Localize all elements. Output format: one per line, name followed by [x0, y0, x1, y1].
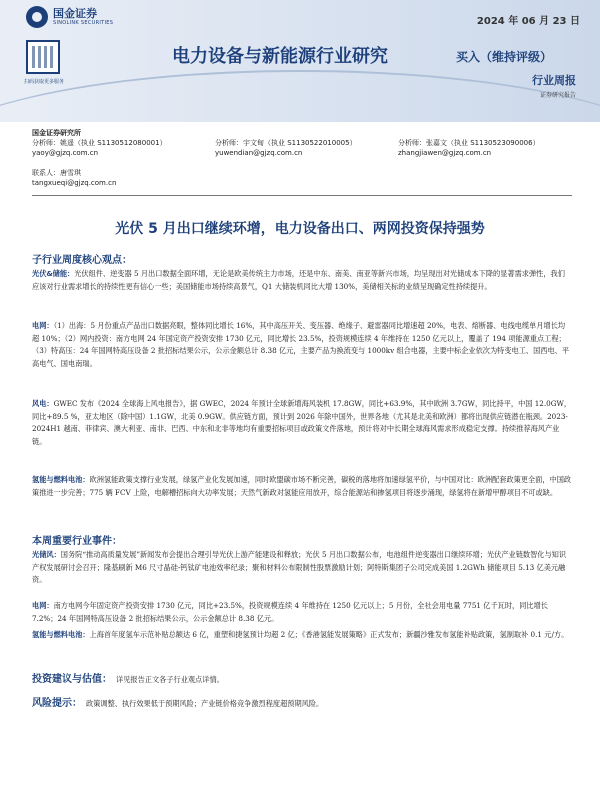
events-hydrogen-paragraph	[32, 629, 572, 642]
qr-code-icon	[26, 40, 60, 74]
investment-label: 投资建议与估值：	[32, 674, 112, 685]
investment-advice	[32, 670, 572, 685]
hydrogen-paragraph	[32, 474, 572, 499]
hydrogen-text: 欧洲氢能政策支撑行业发展，绿氢产业化发展加速，同时欧盟碳市场不断完善，碳税的落地将加速绿氢平价，与中国对比：欧洲配套政策更全面，中国政策推进一步完善；775 辆 FCV 上险，电解槽招标向大功率发展；天然气新政对氢能应用放开，综合能源站和掺氢项目将逐步涌现，绿氢将在新增甲醇项目不可或缺。	[32, 475, 572, 497]
report-subtype: 证券研究报告	[539, 92, 576, 99]
contact-line: 联系人：唐雪琪	[32, 169, 81, 177]
pv-text: 光伏组件、逆变器 5 月出口数据全面环增，无论是欧美传统主力市场，还是中东、南美、南亚等新兴市场，均呈现出对光储成本下降的显著需求弹性，我们应该对行业需求增长的持续性更有信心一些；美国储能市场持续高景气，Q1 大储装机同比大增 130%，美储相关标的业绩呈现确定性持续提升。	[32, 269, 565, 291]
events-hydrogen-label: 氢能与燃料电池：	[32, 630, 90, 639]
pv-label: 光伏&储能：	[32, 269, 75, 278]
divider	[32, 195, 572, 196]
logo-cn: 国金证券	[53, 7, 97, 20]
events-pv-text: 国务院“推动高质量发展”新闻发布会提出合理引导光伏上游产能建设和释放；光伏 5 月出口数据公布，电池组件逆变器出口继续环增；光伏产业链数智化与知识产权发展研讨会召开；隆基刷新 M6 尺寸晶硅-钙钛矿电池效率纪录；聚和材料公布限制性股票激励计划；阿特斯集团子公司完成美国 1.2GWh 储能项目 5.13 亿美元融资。	[32, 550, 567, 584]
grid-paragraph	[32, 320, 572, 370]
report-header	[0, 0, 600, 122]
investment-text: 详见报告正文各子行业观点详情。	[116, 675, 224, 684]
analyst-line: 分析师：宇文甸（执业 S1130522010005）	[215, 139, 357, 147]
events-hydrogen-text: 上海首年度氢车示范补贴总额达 6 亿，重塑和捷氢预计均超 2 亿；《香港氢能发展策略》正式发布；新疆沙雅发布氢能补贴政策，氢制取补 0.1 元/方。	[89, 630, 569, 639]
wind-text: GWEC 发布《2024 全球海上风电报告》，据 GWEC，2024 年预计全球新增海风装机 17.8GW，同比+63.9%，其中欧洲 3.7GW，同比持平，中国 12.0GW，同比+89.5 %，亚太地区（除中国）1.1GW，北美 0.9GW。供应链方面，预计到 2026 年除中国外，世界各地（尤其是北美和欧洲）都将出现供应链潜在瓶颈。2023-2024H1 越南、菲律宾、澳大利亚、南非、巴西、中东和北非等地均有重要招标项目或政策文件落地，预计将对中长期全球海风需求形成稳定支撑。持续推荐海风产业链。	[32, 399, 572, 446]
events-grid-text: 南方电网今年固定资产投资安排 1730 亿元，同比+23.5%，投资规模连续 4 年维持在 1250 亿元以上；5 月份，全社会用电量 7751 亿千瓦时，同比增长 7.2%；24 年国网特高压设备 2 批招标结果公示，公示金额总计 8.38 亿元。	[32, 601, 548, 623]
sinolink-logo	[26, 6, 113, 28]
analyst-2	[215, 138, 398, 158]
grid-text: （1）出海：5 月份重点产品出口数据亮眼，整体同比增长 16%，其中高压开关、变压器、绝缘子、避雷器同比增速超 20%，电表、熔断器、电线电缆单月增长均超 10%；（2）网内投资：南方电网 24 年国定资产投资安排 1730 亿元，同比增长 23.5%，投资规模连续 4 年维持在 1250 亿元以上，覆盖了 194 项能源重点工程；（3）特高压：24 年国网特高压设备 2 批招标结果公示，公示金额总计 8.38 亿元，主要产品为换流变与 1000kv 组合电器，主要中标企业依次为特变电工、国西电、平高电气、国电南瑞。	[32, 321, 570, 368]
rating-badge: 买入（维持评级）	[456, 50, 553, 64]
report-type: 行业周报	[532, 74, 576, 87]
contact-person	[32, 168, 582, 188]
pv-storage-paragraph	[32, 268, 572, 293]
risk-warning	[32, 694, 572, 709]
analyst-block	[32, 128, 582, 188]
risk-text: 政策调整、执行效果低于预期风险；产业链价格竞争激烈程度超预期风险。	[86, 699, 324, 708]
header-decoration	[0, 70, 600, 122]
grid-label: 电网：	[32, 321, 54, 330]
institute-name: 国金证券研究所	[32, 129, 81, 137]
analyst-line: 分析师：张嘉文（执业 S1130523090006）	[398, 139, 540, 147]
wind-paragraph	[32, 398, 572, 448]
analyst-email[interactable]: zhangjiawen@gjzq.com.cn	[398, 149, 492, 157]
analyst-3	[398, 138, 581, 158]
logo-icon	[26, 6, 48, 28]
qr-caption: 扫码获取更多服务	[23, 79, 64, 85]
events-grid-label: 电网：	[32, 601, 54, 610]
logo-en: SINOLINK SECURITIES	[53, 20, 114, 26]
contact-email[interactable]: tangxueqi@gjzq.com.cn	[32, 179, 117, 187]
analyst-1	[32, 138, 215, 158]
section-core-views-title: 子行业周度核心观点：	[32, 255, 132, 266]
risk-label: 风险提示：	[32, 698, 82, 709]
wind-label: 风电：	[32, 399, 54, 408]
analyst-line: 分析师：姚遥（执业 S1130512080001）	[32, 139, 167, 147]
analyst-email[interactable]: yaoy@gjzq.com.cn	[32, 149, 99, 157]
main-title: 光伏 5 月出口继续环增，电力设备出口、两网投资保持强势	[115, 221, 485, 237]
section-events-title: 本周重要行业事件：	[32, 536, 122, 547]
events-pv-label: 光储风：	[32, 550, 61, 559]
industry-title: 电力设备与新能源行业研究	[172, 46, 388, 67]
report-date: 2024 年 06 月 23 日	[476, 16, 580, 27]
analyst-email[interactable]: yuwendian@gjzq.com.cn	[215, 149, 303, 157]
events-grid-paragraph	[32, 600, 572, 625]
hydrogen-label: 氢能与燃料电池：	[32, 475, 90, 484]
events-pv-paragraph	[32, 549, 572, 587]
